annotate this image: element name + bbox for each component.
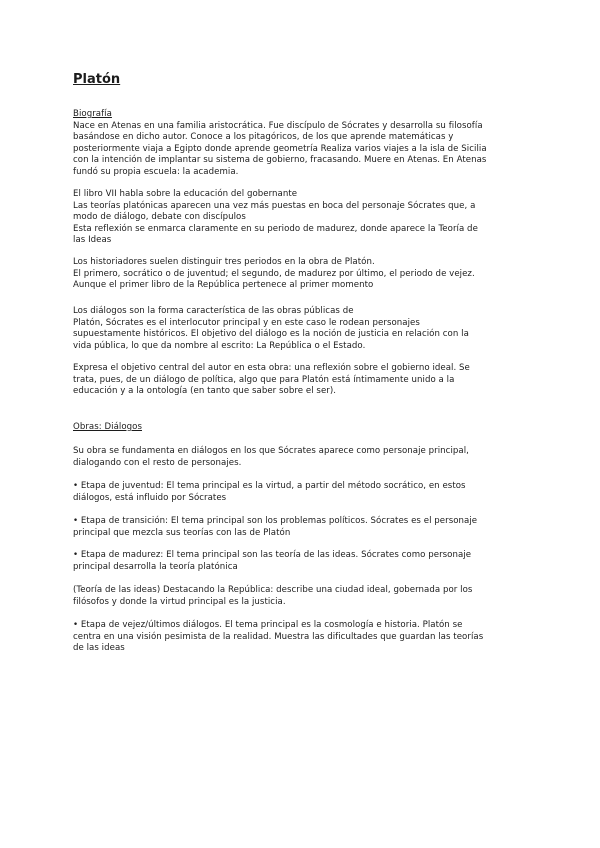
obras-intro-paragraph bbox=[73, 446, 528, 469]
historiadores-paragraph bbox=[73, 257, 528, 292]
paragraph-line: Su obra se fundamenta en diálogos en los que Sócrates aparece como personaje principal, bbox=[73, 446, 469, 456]
teoria-ideas-paragraph bbox=[73, 585, 528, 608]
paragraph-line: educación y a la ontología (en tanto que saber sobre el ser). bbox=[73, 386, 337, 397]
biografia-section bbox=[73, 109, 528, 179]
biografia-heading: Biografía bbox=[73, 109, 112, 119]
paragraph-line: vida pública, lo que da nombre al escrito: La República o el Estado. bbox=[73, 340, 366, 351]
objetivo-paragraph bbox=[73, 363, 528, 398]
libro-vii-paragraph bbox=[73, 189, 528, 247]
paragraph-line: Los historiadores suelen distinguir tres periodos en la obra de Platón. bbox=[73, 257, 375, 267]
paragraph-line: Platón, Sócrates es el interlocutor principal y en este caso le rodean personajes bbox=[73, 317, 420, 328]
paragraph-line: Esta reflexión se enmarca claramente en su periodo de madurez, donde aparece la Teoría de bbox=[73, 223, 478, 234]
obras-heading: Obras: Diálogos bbox=[73, 422, 142, 432]
etapa-transicion-item bbox=[73, 516, 528, 539]
paragraph-line: • Etapa de juventud: El tema principal es la virtud, a partir del método socrático, en estos bbox=[73, 481, 466, 491]
paragraph-line: principal que mezcla sus teorías con las de Platón bbox=[73, 527, 291, 538]
paragraph-line: fundó su propia escuela: la academia. bbox=[73, 166, 239, 177]
paragraph-line: modo de diálogo, debate con discípulos bbox=[73, 212, 246, 223]
paragraph-line: supuestamente históricos. El objetivo del diálogo es la noción de justicia en relación con la bbox=[73, 329, 469, 340]
paragraph-line: de las ideas bbox=[73, 643, 125, 654]
obras-heading-block bbox=[73, 422, 528, 434]
paragraph-line: Aunque el primer libro de la República pertenece al primer momento bbox=[73, 280, 374, 291]
etapa-madurez-item bbox=[73, 550, 528, 573]
page-title: Platón bbox=[73, 72, 121, 87]
paragraph-line: • Etapa de madurez: El tema principal son las teoría de las ideas. Sócrates como personaje bbox=[73, 550, 472, 560]
paragraph-line: • Etapa de transición: El tema principal son los problemas políticos. Sócrates es el personaje bbox=[73, 516, 478, 526]
paragraph-line: El libro VII habla sobre la educación del gobernante bbox=[73, 189, 298, 199]
dialogos-forma-paragraph bbox=[73, 306, 528, 352]
paragraph-line: Los diálogos son la forma característica de las obras públicas de bbox=[73, 306, 354, 316]
paragraph-line: El primero, socrático o de juventud; el segundo, de madurez por último, el periodo de vejez. bbox=[73, 268, 475, 279]
paragraph-line: centra en una visión pesimista de la realidad. Muestra las dificultades que guardan las teorías bbox=[73, 631, 484, 642]
paragraph-line: (Teoría de las ideas) Destacando la República: describe una ciudad ideal, gobernada por los bbox=[73, 585, 473, 595]
paragraph-line: Las teorías platónicas aparecen una vez más puestas en boca del personaje Sócrates que, a bbox=[73, 200, 476, 211]
etapa-vejez-item bbox=[73, 620, 528, 655]
paragraph-line: Nace en Atenas en una familia aristocrática. Fue discípulo de Sócrates y desarrolla su filosofía bbox=[73, 120, 483, 131]
paragraph-line: las Ideas bbox=[73, 235, 112, 246]
paragraph-line: trata, pues, de un diálogo de política, algo que para Platón está íntimamente unido a la bbox=[73, 374, 455, 385]
etapa-juventud-item bbox=[73, 481, 528, 504]
paragraph-line: • Etapa de vejez/últimos diálogos. El tema principal es la cosmología e historia. Platón se bbox=[73, 620, 463, 630]
paragraph-line: con la intención de implantar su sistema de gobierno, fracasando. Muere en Atenas. En Atenas bbox=[73, 155, 487, 166]
paragraph-line: dialogando con el resto de personajes. bbox=[73, 457, 242, 468]
paragraph-line: basándose en dicho autor. Conoce a los pitagóricos, de los que aprende matemáticas y bbox=[73, 132, 454, 143]
paragraph-line: diálogos, está influido por Sócrates bbox=[73, 492, 227, 503]
paragraph-line: principal desarrolla la teoría platónica bbox=[73, 561, 238, 572]
paragraph-line: Expresa el objetivo central del autor en esta obra: una reflexión sobre el gobierno ideal. Se bbox=[73, 363, 470, 373]
paragraph-line: filósofos y donde la virtud principal es la justicia. bbox=[73, 596, 286, 607]
paragraph-line: posteriormente viaja a Egipto donde aprende geometría Realiza varios viajes a la isla de Sicilia bbox=[73, 143, 487, 154]
